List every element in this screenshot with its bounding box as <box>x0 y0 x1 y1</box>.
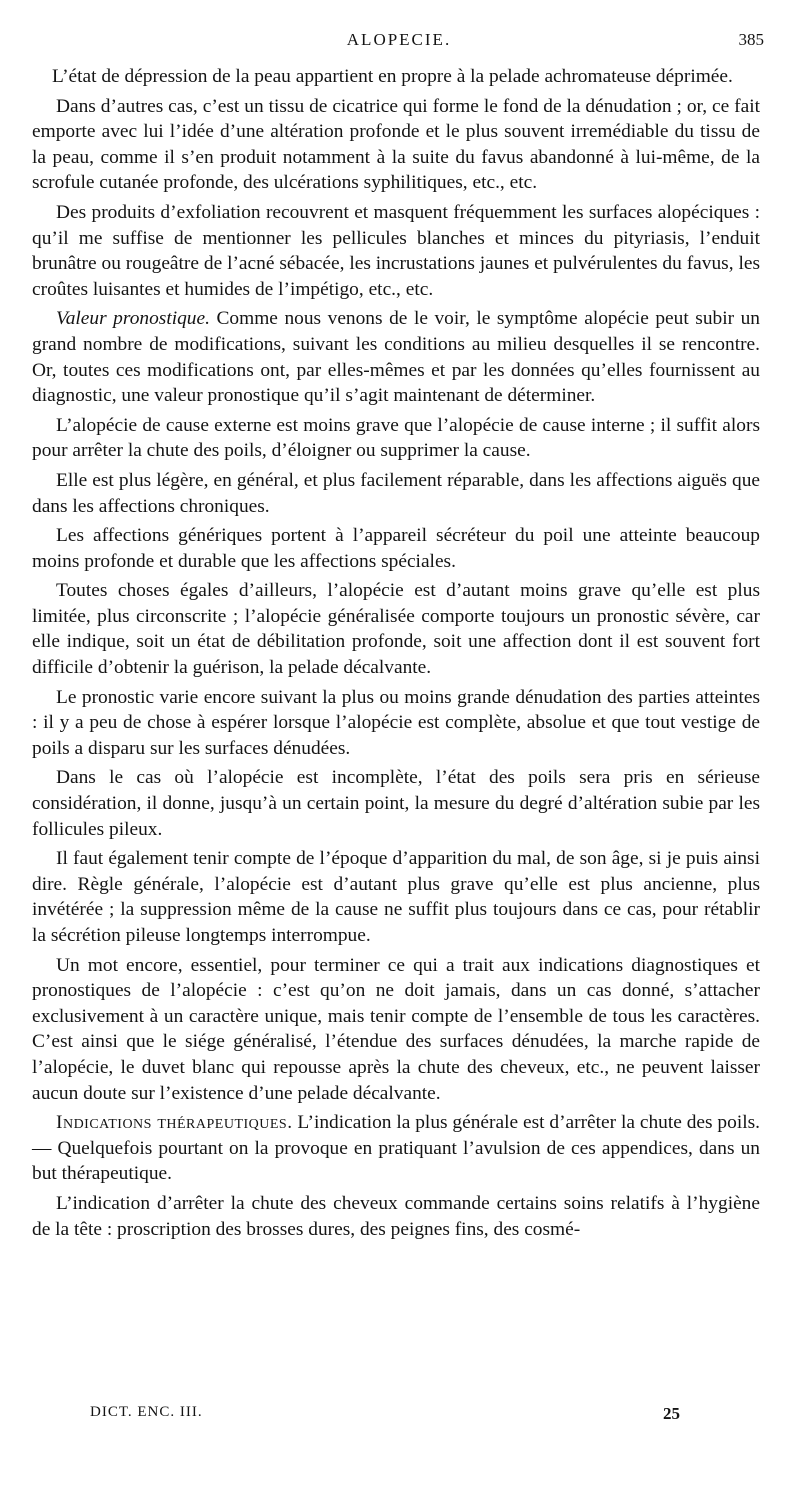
paragraph <box>32 94 760 196</box>
page-number: 385 <box>738 30 764 49</box>
paragraph-text: Dans le cas où l’alopécie est incomplète, l’état des poils sera pris en sérieuse considération, il donne, jusqu’à un certain point, la mesure du degré d’altération subie par les follicules pileux. <box>32 767 760 840</box>
paragraph-text: Elle est plus légère, en général, et plus facilement réparable, dans les affections aiguës que dans les affections chroniques. <box>32 469 760 517</box>
paragraph-text: Il faut également tenir compte de l’époque d’apparition du mal, de son âge, si je puis ainsi dire. Règle générale, l’alopécie est d’autant plus grave qu’elle est plus ancienne, plus invétérée ; la suppression même de la cause ne suffit plus toujours dans ce cas, pour rétablir la sécrétion pileuse longtemps interrompue. <box>32 848 760 946</box>
paragraph <box>32 200 760 302</box>
paragraph-text: L’indication d’arrêter la chute des cheveux commande certains soins relatifs à l’hygiène de la tête : proscription des brosses dures, des peignes fins, des cosmé- <box>32 1192 760 1240</box>
paragraph <box>32 1191 760 1242</box>
paragraph <box>32 64 760 90</box>
paragraph <box>32 306 760 408</box>
paragraph-text: Dans d’autres cas, c’est un tissu de cicatrice qui forme le fond de la dénudation ; or, ce fait emporte avec lui l’idée d’une altération profonde et le plus souvent irremédiable du tissu de la peau, comme il s’en produit notamment à la suite du favus abandonné à lui-même, de la scrofule cutanée profonde, des ulcérations syphilitiques, etc., etc. <box>32 95 760 194</box>
paragraph <box>32 846 760 948</box>
paragraph <box>32 578 760 680</box>
sheet-number: 25 <box>663 1404 680 1423</box>
paragraph <box>32 765 760 842</box>
section-heading-indications-therapeutiques: Indications thérapeutiques. <box>56 1112 293 1134</box>
paragraph <box>32 953 760 1107</box>
printer-signature: DICT. ENC. III. <box>90 1404 203 1420</box>
paragraph-text: Des produits d’exfoliation recouvrent et masquent fréquemment les surfaces alopéciques : qu’il me suffise de mentionner les pellicules blanches et minces du pityriasis, l’enduit brunâtre ou rougeâtre de l’acné sébacée, les incrustations jaunes et pulvérulentes du favus, les croûtes luisantes et humides de l’impétigo, etc., etc. <box>32 201 760 300</box>
paragraph-text: Comme nous venons de le voir, le symptôme alopécie peut subir un grand nombre de modifications, suivant les conditions au milieu desquelles il se rencontre. Or, toutes ces modifications ont, par elles-mêmes et par les données qu’elles fournissent au diagnostic, une valeur pronostique qu’il s’agit maintenant de déterminer. <box>32 308 760 407</box>
paragraph-text: Les affections génériques portent à l’appareil sécréteur du poil une atteinte beaucoup moins profonde et durable que les affections spéciales. <box>32 525 760 572</box>
paragraph-text: L’état de dépression de la peau appartient en propre à la pelade achromateuse déprimée. <box>52 66 733 87</box>
page-footer <box>90 1404 680 1430</box>
section-heading-valeur-pronostique: Valeur pronostique. <box>56 308 210 330</box>
paragraph-text: L’indication la plus générale est d’arrêter la chute des poils. — Quelquefois pourtant on la provoque en pratiquant l’avulsion de ces appendices, dans un but thérapeutique. <box>32 1112 760 1185</box>
paragraph <box>32 523 760 574</box>
paragraph-text: L’alopécie de cause externe est moins grave que l’alopécie de cause interne ; il suffit alors pour arrêter la chute des poils, d’éloigner ou supprimer la cause. <box>32 414 760 462</box>
paragraph-text: Un mot encore, essentiel, pour terminer ce qui a trait aux indications diagnostiques et pronostiques de l’alopécie : c’est qu’on ne doit jamais, dans un cas donné, s’attacher exclusivement à un caractère unique, mais tenir compte de l’ensemble de tous les caractères. C’est ainsi que le siége généralisé, l’étendue des surfaces dénudées, la marche rapide de l’alopécie, le duvet blanc qui repousse après la chute des cheveux, etc., ne peuvent laisser aucun doute sur l’existence d’une pelade décalvante. <box>32 954 760 1104</box>
running-title: ALOPECIE. <box>346 30 452 49</box>
paragraph-text: Le pronostic varie encore suivant la plus ou moins grande dénudation des parties atteintes : il y a peu de chose à espérer lorsque l’alopécie est complète, absolue et que tout vestige de poils a disparu sur les surfaces dénudées. <box>32 686 760 759</box>
paragraph <box>32 1110 760 1187</box>
paragraph-text: Toutes choses égales d’ailleurs, l’alopécie est d’autant moins grave qu’elle est plus limitée, plus circonscrite ; l’alopécie généralisée comporte toujours un pronostic sévère, car elle indique, soit un état de débilitation profonde, soit une affection dont il est souvent fort difficile d’obtenir la guérison, la pelade décalvante. <box>32 580 760 679</box>
paragraph <box>32 685 760 762</box>
paragraph <box>32 413 760 464</box>
body-text <box>32 64 760 1242</box>
page-header <box>30 30 768 58</box>
paragraph <box>32 468 760 519</box>
